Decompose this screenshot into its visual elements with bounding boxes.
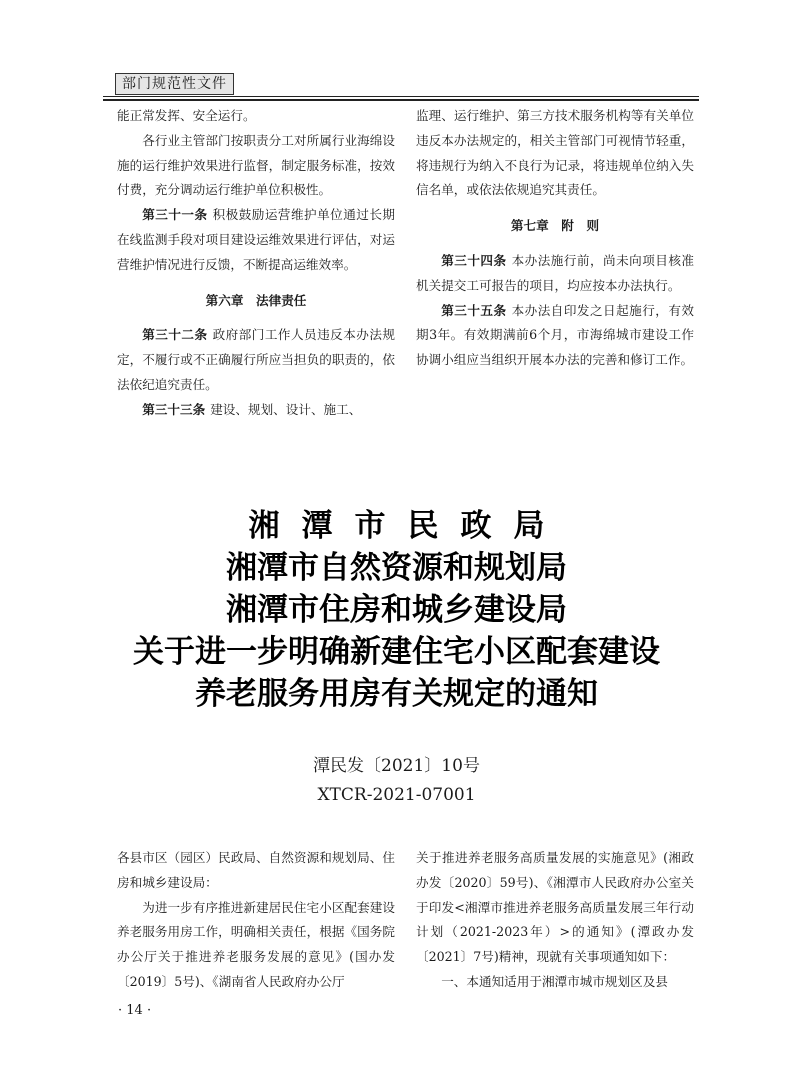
salutation: 各县市区（园区）民政局、自然资源和规划局、住房和城乡建设局： — [117, 850, 395, 890]
article-31 — [117, 203, 395, 277]
article-label: 第三十五条 — [441, 302, 507, 318]
article-35 — [416, 299, 694, 373]
article-text: 积极鼓励运营维护单位通过长期在线监测手段对项目建设运维效果进行评估，对运营维护情况进行反馈，不断提高运维效率。 — [117, 207, 396, 272]
article-text: 建设、规划、设计、施工、 — [210, 401, 362, 417]
article-text: 本办法自印发之日起施行，有效期3年。有效期满前6个月，市海绵城市建设工作协调小组应当组织开展本办法的完善和修订工作。 — [416, 302, 695, 368]
top-right-column — [416, 104, 694, 373]
bottom-left-column — [117, 846, 395, 995]
article-text: 本办法施行前，尚未向项目核准机关提交工可报告的项目，均应按本办法执行。 — [416, 252, 695, 293]
top-left-column — [117, 104, 395, 423]
article-label: 第三十一条 — [142, 207, 208, 223]
section-header-label: 部门规范性文件 — [115, 73, 234, 95]
paragraph: 监理、运行维护、第三方技术服务机构等有关单位违反本办法规定的，相关主管部门可视情节轻重，将违规行为纳入不良行为记录，将违规单位纳入失信名单，或依法依规追究其责任。 — [416, 108, 694, 198]
paragraph: 能正常发挥、安全运行。 — [117, 108, 256, 123]
bottom-right-column — [416, 846, 694, 995]
header-rule-thin — [103, 96, 699, 97]
document-title — [0, 505, 793, 715]
paragraph: 一、本通知适用于湘潭市城市规划区及县 — [441, 973, 668, 989]
article-label: 第三十三条 — [142, 401, 206, 417]
issuer-line: 湘潭市住房和城乡建设局 — [226, 592, 567, 628]
issuer-line: 湘潭市自然资源和规划局 — [226, 550, 567, 586]
document-number-block — [0, 752, 793, 810]
issuer-line: 湘潭市民政局 — [248, 508, 567, 544]
page-number: · 14 · — [118, 1003, 152, 1018]
document-code: XTCR-2021-07001 — [317, 785, 476, 805]
article-label: 第三十四条 — [441, 252, 507, 268]
article-text: 政府部门工作人员违反本办法规定，不履行或不正确履行所应当担负的职责的，依法依纪追究责任。 — [117, 327, 396, 392]
article-label: 第三十二条 — [142, 327, 208, 343]
title-line: 养老服务用房有关规定的通知 — [195, 676, 598, 712]
chapter-heading: 第七章 附 则 — [510, 218, 600, 234]
chapter-heading: 第六章 法律责任 — [205, 292, 307, 308]
title-line: 关于进一步明确新建住宅小区配套建设 — [133, 634, 660, 670]
paragraph: 各行业主管部门按职责分工对所属行业海绵设施的运行维护效果进行监督，制定服务标准，按效付费，充分调动运行维护单位积极性。 — [117, 132, 395, 198]
article-34 — [416, 249, 694, 299]
document-number: 潭民发〔2021〕10号 — [313, 756, 480, 776]
paragraph: 关于推进养老服务高质量发展的实施意见》(湘政办发〔2020〕59号)、《湘潭市人民政府办公室关于印发<湘潭市推进养老服务高质量发展三年行动计划（2021-2023年）>的通知》(潭政办发〔2021〕7号)精神，现就有关事项通知如下： — [416, 850, 694, 965]
paragraph: 为进一步有序推进新建居民住宅小区配套建设养老服务用房工作，明确相关责任，根据《国务院办公厅关于推进养老服务发展的意见》(国办发〔2019〕5号)、《湖南省人民政府办公厅 — [117, 899, 395, 989]
article-33 — [117, 398, 395, 423]
article-32 — [117, 323, 395, 397]
header-rule-thick — [103, 99, 699, 101]
